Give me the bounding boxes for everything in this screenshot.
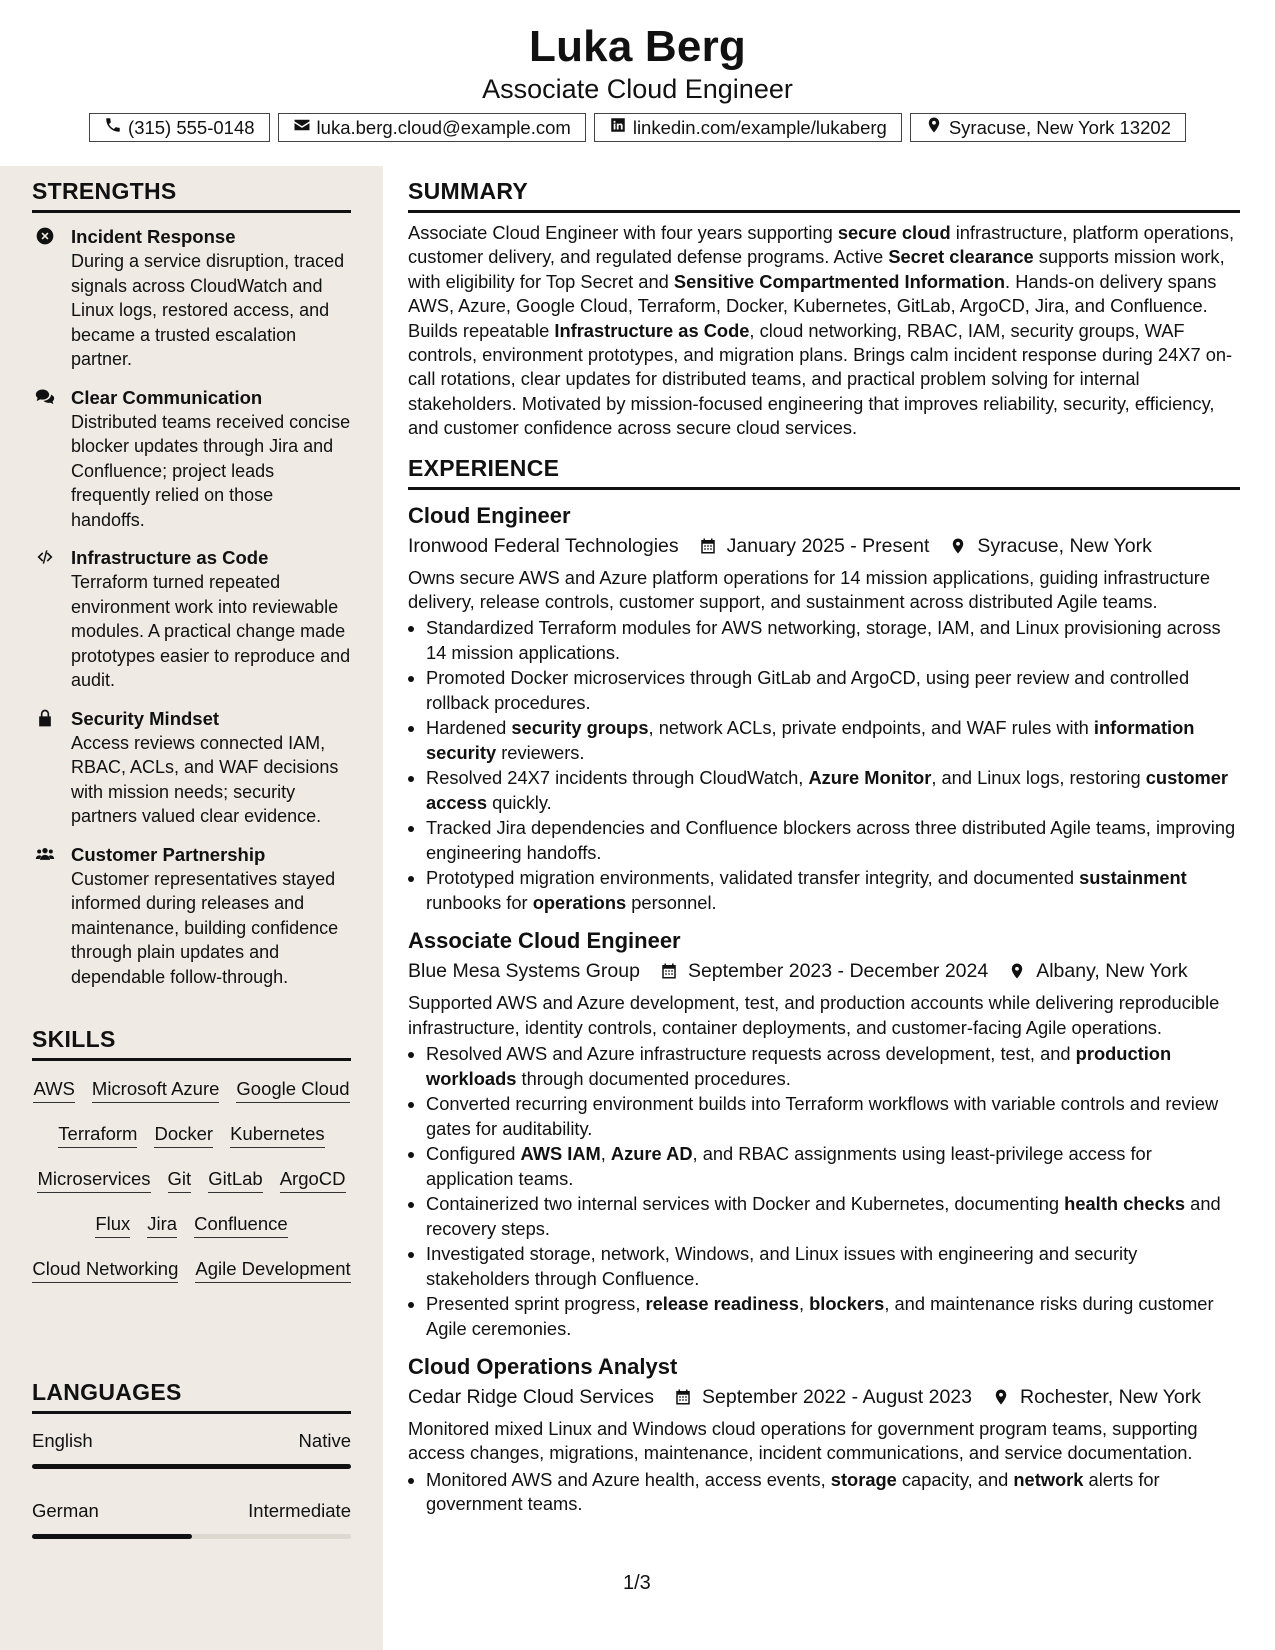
text-run: Investigated storage, network, Windows, and Linux issues with engineering and security stakeholders through Confluence. xyxy=(426,1243,1138,1289)
job-bullet xyxy=(426,866,1240,915)
proficiency-track xyxy=(32,1534,351,1539)
strength-description: Distributed teams received concise blocker updates through Jira and Confluence; project leads frequently relied on those handoffs. xyxy=(71,411,351,530)
contact-phone-text: (315) 555-0148 xyxy=(128,116,255,138)
language-row xyxy=(32,1430,351,1480)
job-dates: September 2022 - August 2023 xyxy=(702,1385,972,1408)
job-title: Cloud Operations Analyst xyxy=(408,1353,678,1379)
bold-text: production workloads xyxy=(426,1043,1172,1089)
job-bullets xyxy=(408,1042,1240,1341)
text-run: , xyxy=(600,1143,611,1165)
contact-location-text: Syracuse, New York 13202 xyxy=(948,116,1171,138)
strength-title: Customer Partnership xyxy=(71,843,266,865)
envelope-icon xyxy=(293,116,311,139)
skill-tag: Flux xyxy=(95,1212,130,1238)
users-icon xyxy=(34,844,56,864)
proficiency-bar xyxy=(32,1534,192,1539)
job-bullet xyxy=(426,1092,1240,1141)
linkedin-icon xyxy=(609,116,627,139)
job-meta xyxy=(408,1383,1240,1411)
summary-text xyxy=(408,221,1240,441)
skill-tag: ArgoCD xyxy=(280,1167,346,1193)
job-entry xyxy=(408,502,1240,916)
skill-tag: Kubernetes xyxy=(230,1122,325,1148)
text-run: Presented sprint progress, xyxy=(426,1293,646,1315)
text-run: Resolved 24X7 incidents through CloudWatch, xyxy=(426,767,809,789)
job-bullet xyxy=(426,716,1240,765)
strength-item xyxy=(32,843,351,990)
language-level: Native xyxy=(298,1430,351,1451)
skill-tag: Microsoft Azure xyxy=(92,1077,220,1103)
job-list xyxy=(408,502,1240,1517)
skill-tag: AWS xyxy=(33,1077,74,1103)
skill-tag: GitLab xyxy=(208,1167,263,1193)
map-pin-icon xyxy=(925,116,943,139)
text-run: quickly. xyxy=(487,791,552,813)
strength-item xyxy=(32,225,351,372)
text-run: personnel. xyxy=(626,891,717,913)
text-run: , and maintenance risks during customer Agile ceremonies. xyxy=(426,1293,1214,1339)
calendar-icon xyxy=(674,1387,692,1407)
job-bullet xyxy=(426,816,1240,865)
job-bullet xyxy=(426,1468,1240,1517)
contact-email[interactable] xyxy=(278,113,586,142)
circle-x-icon xyxy=(34,226,56,246)
job-dates: January 2025 - Present xyxy=(726,534,930,557)
strength-description: Terraform turned repeated environment work into reviewable modules. A practical change made prototypes easier to reproduce and audit. xyxy=(71,572,351,690)
bold-text: customer access xyxy=(426,767,1229,813)
main-content xyxy=(408,166,1240,1518)
strength-item xyxy=(32,386,351,533)
bold-text: Secret clearance xyxy=(888,246,1034,268)
proficiency-track xyxy=(32,1464,351,1469)
text-run: Promoted Docker microservices through GitLab and ArgoCD, using peer review and controlled rollback procedures. xyxy=(426,667,1190,713)
company-name: Blue Mesa Systems Group xyxy=(408,960,640,983)
text-run: Prototyped migration environments, validated transfer integrity, and documented xyxy=(426,867,1080,889)
resume-header xyxy=(0,0,1275,166)
summary-section xyxy=(408,178,1240,441)
skill-tag: Terraform xyxy=(58,1122,137,1148)
candidate-title: Associate Cloud Engineer xyxy=(482,74,793,104)
bold-text: information security xyxy=(426,717,1195,763)
bold-text: storage xyxy=(830,1468,897,1490)
skill-tag: Cloud Networking xyxy=(32,1257,178,1283)
skill-tag: Agile Development xyxy=(195,1257,350,1283)
text-run: Monitored AWS and Azure health, access events, xyxy=(426,1468,831,1490)
lock-icon xyxy=(34,708,56,728)
chat-bubbles-icon xyxy=(34,387,56,407)
strength-description: Access reviews connected IAM, RBAC, ACLs, and WAF decisions with mission needs; security partners valued clear evidence. xyxy=(71,732,339,826)
job-bullet xyxy=(426,616,1240,665)
experience-section xyxy=(408,455,1240,1517)
contact-phone xyxy=(89,113,270,142)
job-meta xyxy=(408,532,1240,560)
proficiency-bar xyxy=(32,1464,351,1469)
strength-description: Customer representatives stayed informed during releases and maintenance, building confidence through plain updates and dependable follow-through. xyxy=(71,868,339,987)
skills-heading: SKILLS xyxy=(32,1026,351,1061)
skills-section xyxy=(32,1026,351,1283)
skill-tag: Git xyxy=(168,1167,192,1193)
strength-title: Clear Communication xyxy=(71,386,263,408)
code-icon xyxy=(34,547,56,567)
strength-item xyxy=(32,707,351,829)
summary-heading: SUMMARY xyxy=(408,178,1240,213)
skill-tag: Confluence xyxy=(194,1212,288,1238)
contact-linkedin[interactable] xyxy=(594,113,902,142)
text-run: Converted recurring environment builds into Terraform workflows with variable controls and review gates for auditability. xyxy=(426,1093,1219,1139)
strength-title: Incident Response xyxy=(71,226,236,247)
job-bullet xyxy=(426,1242,1240,1291)
contact-linkedin-text: linkedin.com/example/lukaberg xyxy=(632,116,887,138)
job-description: Owns secure AWS and Azure platform operations for 14 mission applications, guiding infrastructure delivery, release controls, customer support, and sustainment across distributed Agile teams. xyxy=(408,566,1211,613)
strength-description: During a service disruption, traced signals across CloudWatch and Linux logs, restored access, and became a trusted escalation partner. xyxy=(71,251,345,369)
contact-email-text: luka.berg.cloud@example.com xyxy=(316,116,571,138)
job-title: Cloud Engineer xyxy=(408,502,571,528)
bold-text: network xyxy=(1013,1468,1084,1490)
bold-text: sustainment xyxy=(1079,867,1187,889)
text-run: Standardized Terraform modules for AWS networking, storage, IAM, and Linux provisioning across 14 mission applications. xyxy=(426,617,1221,663)
sidebar xyxy=(0,166,383,1650)
company-name: Ironwood Federal Technologies xyxy=(408,534,679,557)
text-run: . Hands-on delivery spans AWS, Azure, Google Cloud, Terraform, Docker, Kubernetes, GitLab, ArgoCD, Jira, and Confluence. Builds repeatable xyxy=(408,270,1217,341)
job-location: Albany, New York xyxy=(1036,960,1188,983)
text-run: Resolved AWS and Azure infrastructure requests across development, test, and xyxy=(426,1043,1076,1065)
text-run: alerts for government teams. xyxy=(426,1468,1160,1515)
bold-text: health checks xyxy=(1064,1193,1186,1215)
job-entry xyxy=(408,1353,1240,1517)
job-bullet xyxy=(426,1142,1240,1191)
text-run: Associate Cloud Engineer with four years supporting xyxy=(408,222,838,243)
bold-text: Sensitive Compartmented Information xyxy=(673,270,1006,292)
bold-text: AWS IAM xyxy=(520,1143,601,1165)
candidate-name: Luka Berg xyxy=(529,22,746,71)
skills-list xyxy=(32,1061,351,1283)
skill-tag: Google Cloud xyxy=(236,1077,349,1103)
text-run: , xyxy=(798,1293,810,1315)
text-run: infrastructure, platform operations, customer delivery, and regulated defense programs. Active xyxy=(408,222,1235,268)
languages-heading: LANGUAGES xyxy=(32,1379,351,1414)
strength-title: Security Mindset xyxy=(71,707,220,729)
bold-text: blockers xyxy=(809,1293,885,1315)
experience-heading: EXPERIENCE xyxy=(408,455,1240,490)
language-name: German xyxy=(32,1500,99,1521)
map-pin-icon xyxy=(949,536,967,556)
job-bullet xyxy=(426,1192,1240,1241)
text-run: through documented procedures. xyxy=(516,1067,791,1089)
job-bullet xyxy=(426,1042,1240,1091)
job-meta xyxy=(408,957,1240,985)
text-run: Configured xyxy=(426,1143,521,1165)
phone-icon xyxy=(104,116,122,139)
text-run: supports mission work, with eligibility for Top Secret and xyxy=(408,246,1225,292)
job-location: Rochester, New York xyxy=(1020,1385,1202,1408)
job-bullets xyxy=(408,616,1240,915)
page-number: 1/3 xyxy=(623,1572,651,1594)
job-description: Supported AWS and Azure development, test, and production accounts while delivering reproducible infrastructure, identity controls, container deployments, and customer-facing Agile operations. xyxy=(408,992,1220,1038)
strengths-heading: STRENGTHS xyxy=(32,178,351,213)
job-bullet xyxy=(426,666,1240,715)
language-level: Intermediate xyxy=(248,1500,351,1521)
text-run: Tracked Jira dependencies and Confluence blockers across three distributed Agile teams, improving engineering handoffs. xyxy=(426,817,1236,863)
bold-text: operations xyxy=(532,891,627,913)
skill-tag: Docker xyxy=(154,1122,213,1148)
language-row xyxy=(32,1500,351,1550)
text-run: Hardened xyxy=(426,717,512,739)
languages-section xyxy=(32,1379,351,1550)
skill-tag: Microservices xyxy=(37,1167,150,1193)
bold-text: release readiness xyxy=(645,1293,799,1315)
company-name: Cedar Ridge Cloud Services xyxy=(408,1385,655,1408)
text-run: runbooks for xyxy=(426,891,533,913)
calendar-icon xyxy=(699,536,717,556)
strengths-section xyxy=(32,178,351,989)
job-dates: September 2023 - December 2024 xyxy=(687,960,989,983)
map-pin-icon xyxy=(992,1387,1010,1407)
language-name: English xyxy=(32,1430,93,1451)
strength-item xyxy=(32,546,351,693)
job-bullet xyxy=(426,766,1240,815)
skill-tag: Jira xyxy=(147,1212,177,1238)
bold-text: security groups xyxy=(511,717,649,739)
job-entry xyxy=(408,927,1240,1341)
job-bullet xyxy=(426,1292,1240,1341)
text-run: and recovery steps. xyxy=(426,1193,1221,1239)
job-title: Associate Cloud Engineer xyxy=(408,928,681,954)
calendar-icon xyxy=(660,961,678,981)
job-location: Syracuse, New York xyxy=(977,534,1152,557)
text-run: capacity, and xyxy=(896,1468,1014,1490)
text-run: Containerized two internal services with Docker and Kubernetes, documenting xyxy=(426,1193,1065,1215)
text-run: reviewers. xyxy=(496,741,585,763)
bold-text: Infrastructure as Code xyxy=(554,319,750,341)
contact-bar xyxy=(0,113,1275,142)
text-run: , network ACLs, private endpoints, and WAF rules with xyxy=(648,717,1094,739)
text-run: , and RBAC assignments using least-privilege access for application teams. xyxy=(426,1143,1152,1189)
text-run: , cloud networking, RBAC, IAM, security groups, WAF controls, environment prototypes, and migration plans. Brings calm incident response during 24X7 on-call rotations, clear updates for distributed teams, and practical problem solving for internal stakeholders. Motivated by mission-focused engineering that improves reliability, security, efficiency, and customer confidence across secure cloud services. xyxy=(408,319,1233,439)
text-run: , and Linux logs, restoring xyxy=(931,767,1146,789)
bold-text: Azure AD xyxy=(610,1143,693,1165)
strength-title: Infrastructure as Code xyxy=(71,547,269,568)
contact-location xyxy=(910,113,1186,142)
job-description: Monitored mixed Linux and Windows cloud operations for government program teams, supporting access changes, migrations, maintenance, incident communications, and service documentation. xyxy=(408,1417,1198,1464)
bold-text: secure cloud xyxy=(837,222,951,243)
map-pin-icon xyxy=(1008,961,1026,981)
job-bullets xyxy=(408,1468,1240,1517)
bold-text: Azure Monitor xyxy=(808,767,932,789)
